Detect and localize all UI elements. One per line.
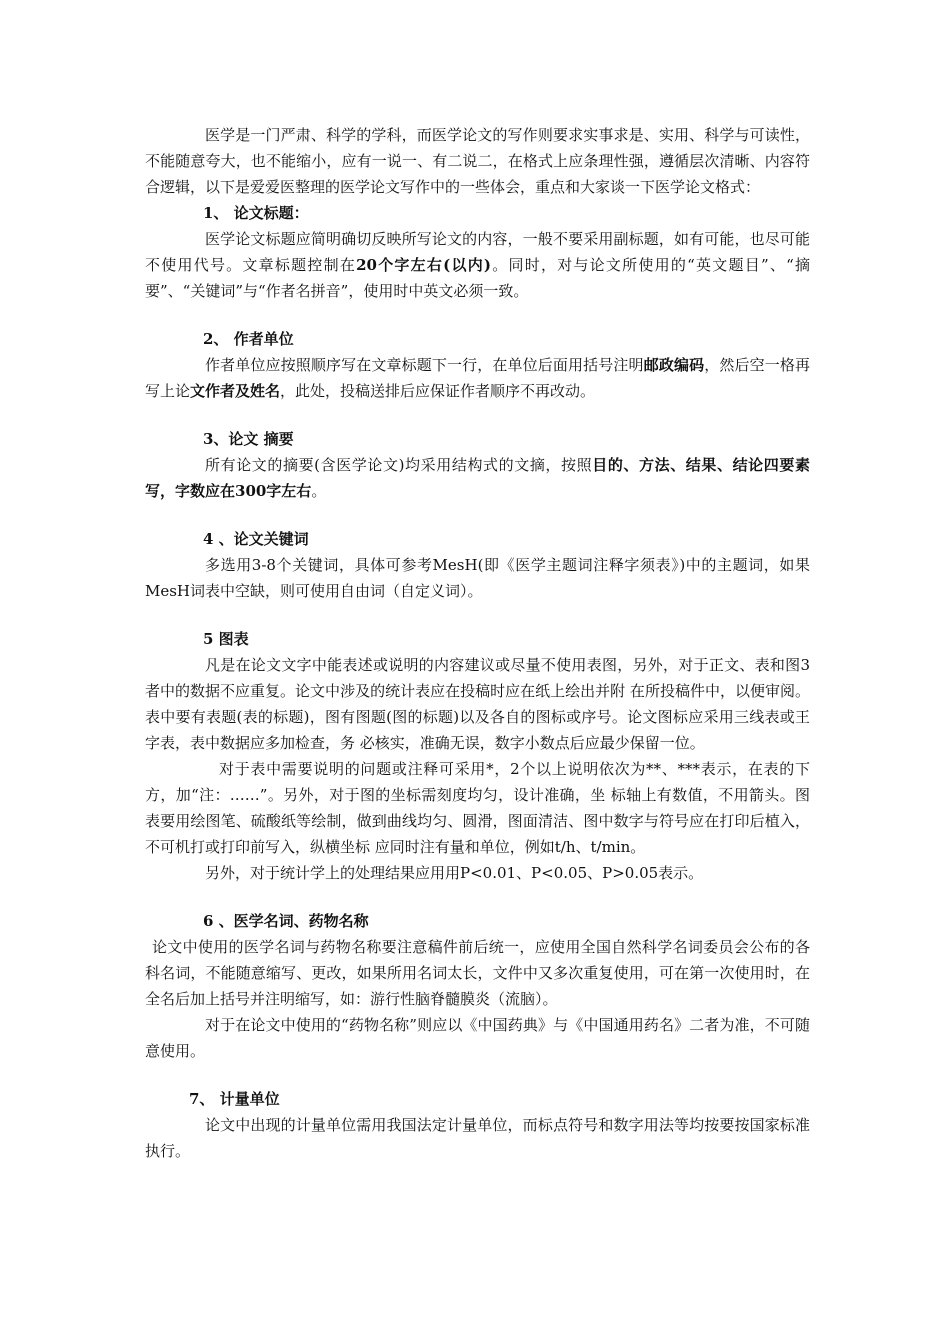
s1-bold-b: 20个字左右(以内) [356, 256, 492, 274]
intro-paragraph: 医学是一门严肃、科学的学科，而医学论文的写作则要求实事求是、实用、科学与可读性，不能随意夸大，也不能缩小，应有一说一、有二说二，在格式上应条理性强，遵循层次清晰、内容符合逻辑，以下是爱爱医整理的医学论文写作中的一些体会，重点和大家谈一下医学论文格式： [145, 126, 810, 196]
section-5-paragraph-1: 凡是在论文文字中能表述或说明的内容建议或尽量不使用表图，另外，对于正文、表和图3者中的数据不应重复。论文中涉及的统计表应在投稿时应在纸上绘出并附 在所投稿件中，以便审阅。表中要有表题(表的标题)，图有图题(图的标题)以及各自的图标或序号。论文图标应采用三线表或王字表，表中数据应多加检查，务 必核实，准确无误，数字小数点后应最少保留一位。 [145, 656, 810, 752]
section-4-paragraph: 多选用3-8个关键词，具体可参考MesH(即《医学主题词注释字须表》)中的主题词，如果MesH词表中空缺，则可使用自由词（自定义词）。 [145, 556, 810, 600]
s2-text-e: ，此处，投稿送排后应保证作者顺序不再改动。 [280, 382, 596, 400]
section-5-heading: 5 图表 [203, 630, 249, 648]
section-5-paragraph-2: 对于表中需要说明的问题或注释可采用*，2个以上说明依次为**、***表示，在表的下方，加“注：……”。另外，对于图的坐标需刻度均匀，设计准确，坐 标轴上有数值，不用箭头。图表要用绘图笔、硫酸纸等绘制，做到曲线均匀、圆滑，图面清洁、图中数字与符号应在打印后植入，不可机打或打印前写入，纵横坐标 应同时注有量和单位，例如t/h、t/min。 [145, 760, 810, 856]
section-7-paragraph: 论文中出现的计量单位需用我国法定计量单位，而标点符号和数字用法等均按要按国家标准执行。 [145, 1116, 810, 1160]
section-3-paragraph [145, 452, 810, 504]
section-1-heading: 1、 论文标题： [203, 204, 309, 222]
section-2-heading: 2、 作者单位 [203, 330, 294, 348]
s1-text-a: 医学论文标题应简明确切反映所写论文的内容，一般不要采用副标题，如有可能，也尽可能不使用代号。文章标题控制在 [145, 230, 810, 274]
document-page [145, 122, 810, 1164]
s3-bold-b: 目的、方法、结果、结论四要素写，字数应在300字左右 [145, 456, 810, 500]
section-3-heading: 3、论文 摘要 [203, 430, 294, 448]
s2-text-c: ，然后空一格再写上论 [145, 356, 810, 400]
section-6-paragraph-2: 对于在论文中使用的“药物名称”则应以《中国药典》与《中国通用药名》二者为准，不可随意使用。 [145, 1016, 810, 1060]
section-2-paragraph [145, 352, 810, 404]
section-6-paragraph-1: 论文中使用的医学名词与药物名称要注意稿件前后统一，应使用全国自然科学名词委员会公布的各科名词，不能随意缩写、更改，如果所用名词太长，文件中又多次重复使用，可在第一次使用时，在全名后加上括号并注明缩写，如：游行性脑脊髓膜炎（流脑）。 [145, 938, 810, 1008]
section-5-paragraph-3: 另外，对于统计学上的处理结果应用用P<0.01、P<0.05、P>0.05表示。 [205, 864, 704, 882]
s2-bold-b: 邮政编码 [643, 356, 705, 374]
s2-bold-d: 文作者及姓名 [190, 382, 281, 400]
s3-text-c: 。 [311, 482, 327, 500]
section-6-heading: 6 、医学名词、药物名称 [203, 912, 369, 930]
s3-text-a: 所有论文的摘要(含医学论文)均采用结构式的文摘，按照 [205, 456, 593, 474]
section-1-paragraph [145, 226, 810, 304]
section-7-heading: 7、 计量单位 [189, 1090, 280, 1108]
s1-text-c: 。同时，对与论文所使用的“英文题目”、“摘要”、“关键词”与“作者名拼音”，使用时中英文必须一致。 [145, 256, 810, 300]
section-4-heading: 4 、论文关键词 [203, 530, 309, 548]
s2-text-a: 作者单位应按照顺序写在文章标题下一行，在单位后面用括号注明 [205, 356, 644, 374]
